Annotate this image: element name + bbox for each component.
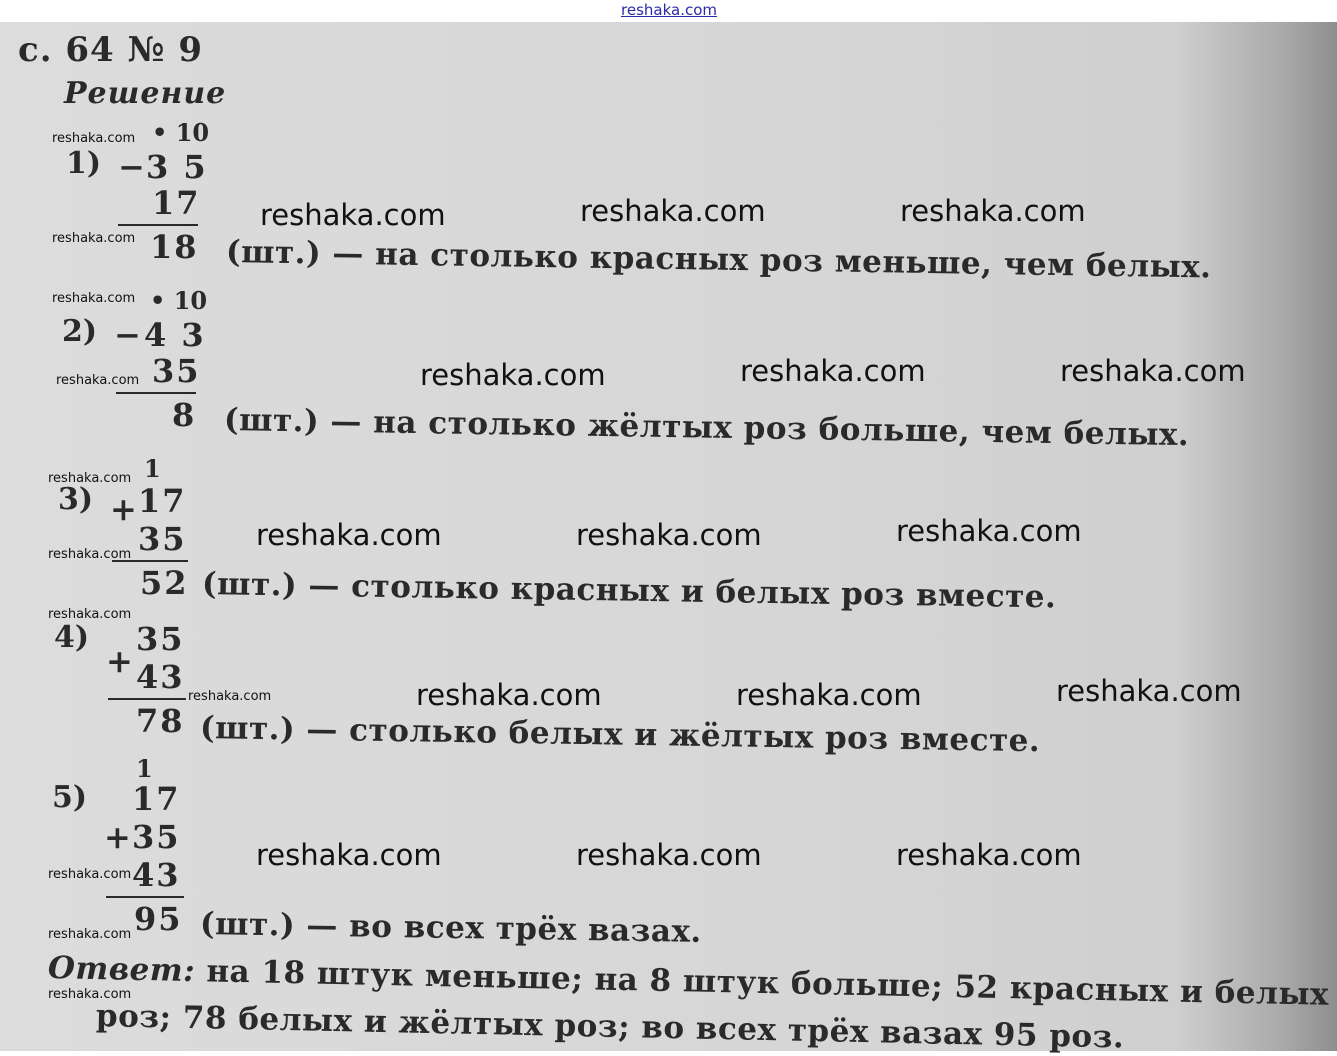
watermark: reshaka.com [52, 231, 136, 246]
result-value: 95 [134, 900, 183, 938]
watermark: reshaka.com [896, 838, 1082, 872]
watermark: reshaka.com [48, 607, 132, 622]
watermark: reshaka.com [52, 131, 136, 146]
watermark: reshaka.com [48, 987, 132, 1002]
step-text: (шт.) — на столько жёлтых роз больше, чем белых. [223, 402, 1190, 454]
step-text: (шт.) — столько красных и белых роз вместе. [201, 566, 1057, 616]
operator-sign: + [104, 818, 133, 856]
step-text: (шт.) — на столько красных роз меньше, чем белых. [225, 234, 1212, 286]
operand: 35 [138, 520, 187, 558]
step-label: 3) [58, 482, 94, 517]
watermark: reshaka.com [576, 518, 762, 552]
operand: 17 [152, 184, 201, 222]
result-value: 78 [136, 702, 185, 740]
step-label: 4) [54, 620, 90, 655]
answer-label: Ответ: [47, 950, 196, 990]
carry-mark: 1 [144, 454, 161, 483]
watermark: reshaka.com [420, 358, 606, 392]
watermark: reshaka.com [260, 198, 446, 232]
operator-sign: + [106, 642, 135, 680]
operand: 17 [138, 482, 187, 520]
watermark: reshaka.com [580, 194, 766, 228]
carry-mark: 1 [136, 754, 153, 783]
operand: 3 5 [146, 148, 208, 186]
sum-line [108, 698, 186, 700]
carry-mark: • 10 [152, 118, 210, 147]
step-label: 2) [62, 314, 98, 349]
watermark: reshaka.com [736, 678, 922, 712]
sum-line [116, 392, 196, 394]
watermark: reshaka.com [896, 514, 1082, 548]
operand: 4 3 [144, 316, 206, 354]
watermark: reshaka.com [740, 354, 926, 388]
watermark: reshaka.com [48, 867, 132, 882]
operand: 35 [152, 352, 201, 390]
operator-sign: + [110, 490, 139, 528]
watermark: reshaka.com [52, 291, 136, 306]
watermark: reshaka.com [48, 927, 132, 942]
operand: 35 [136, 620, 185, 658]
watermark: reshaka.com [416, 678, 602, 712]
answer-line-2: роз; 78 белых и жёлтых роз; во всех трёх вазах 95 роз. [95, 998, 1125, 1056]
site-link[interactable]: reshaka.com [621, 1, 717, 19]
solution-label: Решение [64, 76, 227, 111]
step-label: 5) [52, 780, 88, 815]
watermark: reshaka.com [900, 194, 1086, 228]
watermark: reshaka.com [188, 689, 272, 704]
operand: 17 [132, 780, 181, 818]
step-label: 1) [66, 146, 102, 181]
result-value: 18 [150, 228, 199, 266]
watermark: reshaka.com [56, 373, 140, 388]
sum-line [118, 224, 198, 226]
result-value: 52 [140, 564, 189, 602]
operand: 35 [132, 818, 181, 856]
watermark: reshaka.com [256, 518, 442, 552]
watermark: reshaka.com [1060, 354, 1246, 388]
operator-sign: − [114, 316, 143, 354]
watermark: reshaka.com [256, 838, 442, 872]
watermark: reshaka.com [48, 471, 132, 486]
answer-text-1: на 18 штук меньше; на 8 штук больше; 52 красных и белых [206, 953, 1330, 1013]
operand: 43 [136, 658, 185, 696]
sum-line [106, 896, 184, 898]
operator-sign: − [118, 148, 147, 186]
watermark: reshaka.com [48, 547, 132, 562]
page-heading: с. 64 № 9 [18, 30, 203, 70]
operand: 43 [132, 856, 181, 894]
step-text: (шт.) — столько белых и жёлтых роз вместе. [199, 710, 1041, 760]
watermark: reshaka.com [1056, 674, 1242, 708]
carry-mark: • 10 [150, 286, 208, 315]
watermark: reshaka.com [576, 838, 762, 872]
step-text: (шт.) — во всех трёх вазах. [199, 906, 703, 950]
result-value: 8 [172, 396, 197, 434]
